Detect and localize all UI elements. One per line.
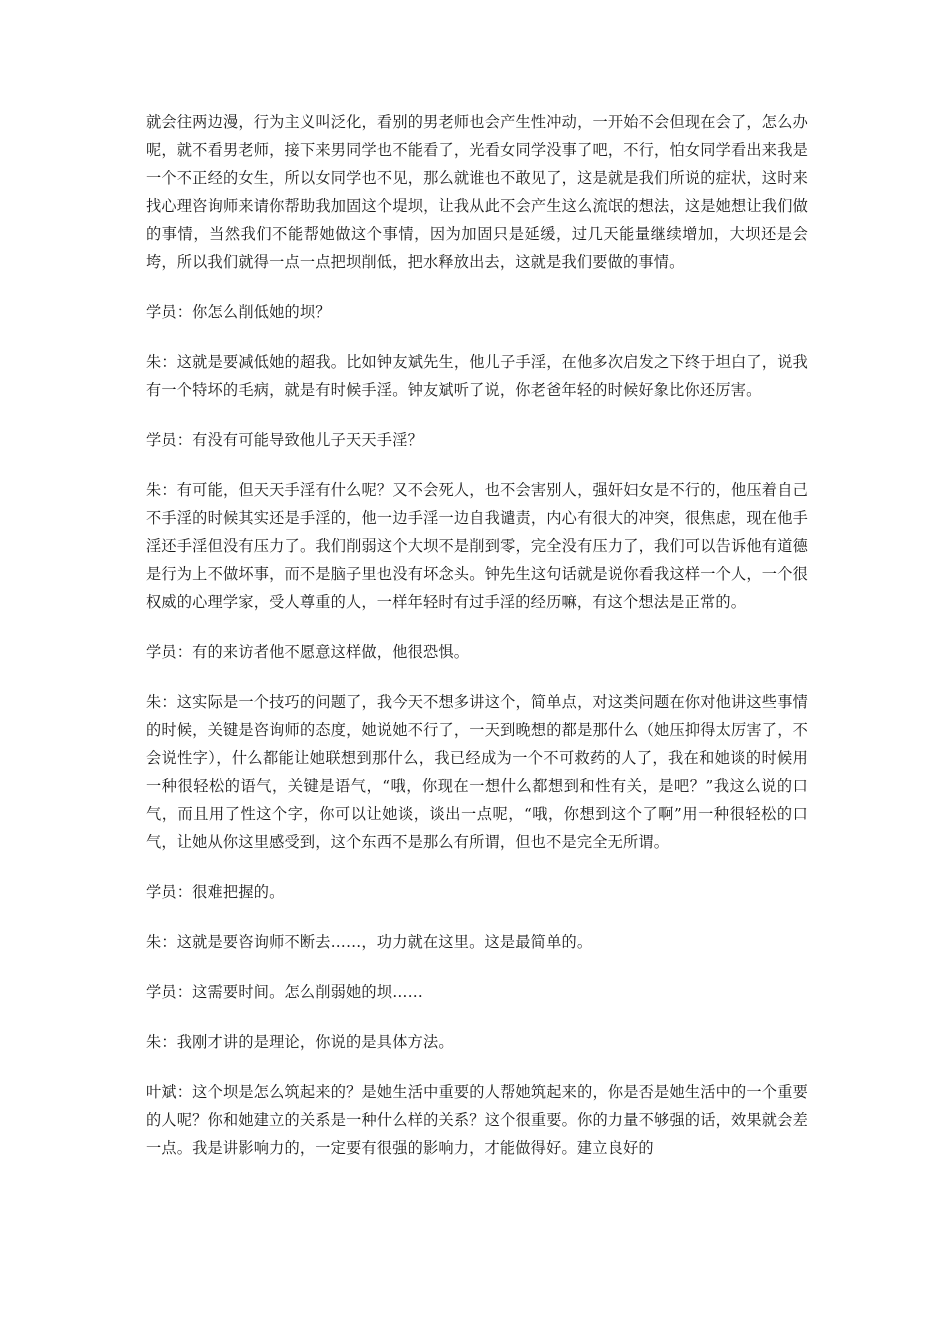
document-page bbox=[146, 108, 808, 1162]
paragraph-zhu-skill: 朱：这就是要咨询师不断去……，功力就在这里。这是最简单的。 bbox=[146, 933, 593, 951]
paragraph-dam-metaphor: 就会往两边漫，行为主义叫泛化，看别的男老师也会产生性冲动，一开始不会但现在会了，怎么办呢，就不看男老师，接下来男同学也不能看了，光看女同学没事了吧，不行，怕女同学看出来我是一个不正经的女生，所以女同学也不见，那么就谁也不敢见了，这是就是我们所说的症状，这时来找心理咨询师来请你帮助我加固这个堤坝，让我从此不会产生这么流氓的想法，这是她想让我们做的事情，当然我们不能帮她做这个事情，因为加固只是延缓，过几天能量继续增加，大坝还是会垮，所以我们就得一点一点把坝削低，把水释放出去，这就是我们要做的事情。 bbox=[146, 113, 808, 271]
paragraph-zhu-theory-vs-method: 朱：我刚才讲的是理论，你说的是具体方法。 bbox=[146, 1033, 454, 1051]
paragraph-student-fearful-client: 学员：有的来访者他不愿意这样做，他很恐惧。 bbox=[146, 643, 470, 661]
paragraph-student-needs-time: 学员：这需要时间。怎么削弱她的坝…… bbox=[146, 983, 423, 1001]
paragraph-zhu-counselor-attitude: 朱：这实际是一个技巧的问题了，我今天不想多讲这个，简单点，对这类问题在你对他讲这些事情的时候，关键是咨询师的态度，她说她不行了，一天到晚想的都是那什么（她压抑得太厉害了，不会说性字），什么都能让她联想到那什么，我已经成为一个不可救药的人了，我在和她谈的时候用一种很轻松的语气，关键是语气，“哦，你现在一想什么都想到和性有关，是吧？”我这么说的口气，而且用了性这个字，你可以让她谈，谈出一点呢，“哦，你想到这个了啊”用一种很轻松的口气，让她从你这里感受到，这个东西不是那么有所谓，但也不是完全无所谓。 bbox=[146, 693, 808, 851]
paragraph-student-question-lower-dam: 学员：你怎么削低她的坝？ bbox=[146, 303, 331, 321]
paragraph-student-question-daily: 学员：有没有可能导致他儿子天天手淫？ bbox=[146, 431, 423, 449]
paragraph-zhu-no-pressure: 朱：有可能，但天天手淫有什么呢？又不会死人，也不会害别人，强奸妇女是不行的，他压着自己不手淫的时候其实还是手淫的，他一边手淫一边自我谴责，内心有很大的冲突，很焦虑，现在他手淫还手淫但没有压力了。我们削弱这个大坝不是削到零，完全没有压力了，我们可以告诉他有道德是行为上不做坏事，而不是脑子里也没有坏念头。钟先生这句话就是说你看我这样一个人，一个很权威的心理学家，受人尊重的人，一样年轻时有过手淫的经历嘛，有这个想法是正常的。 bbox=[146, 481, 808, 611]
paragraph-yebin-influence: 叶斌：这个坝是怎么筑起来的？是她生活中重要的人帮她筑起来的，你是否是她生活中的一个重要的人呢？你和她建立的关系是一种什么样的关系？这个很重要。你的力量不够强的话，效果就会差一点。我是讲影响力的，一定要有很强的影响力，才能做得好。建立良好的 bbox=[146, 1083, 808, 1157]
paragraph-student-hard-to-grasp: 学员：很难把握的。 bbox=[146, 883, 285, 901]
paragraph-zhu-reduce-superego: 朱：这就是要减低她的超我。比如钟友斌先生，他儿子手淫，在他多次启发之下终于坦白了，说我有一个特坏的毛病，就是有时候手淫。钟友斌听了说，你老爸年轻的时候好象比你还厉害。 bbox=[146, 353, 808, 399]
